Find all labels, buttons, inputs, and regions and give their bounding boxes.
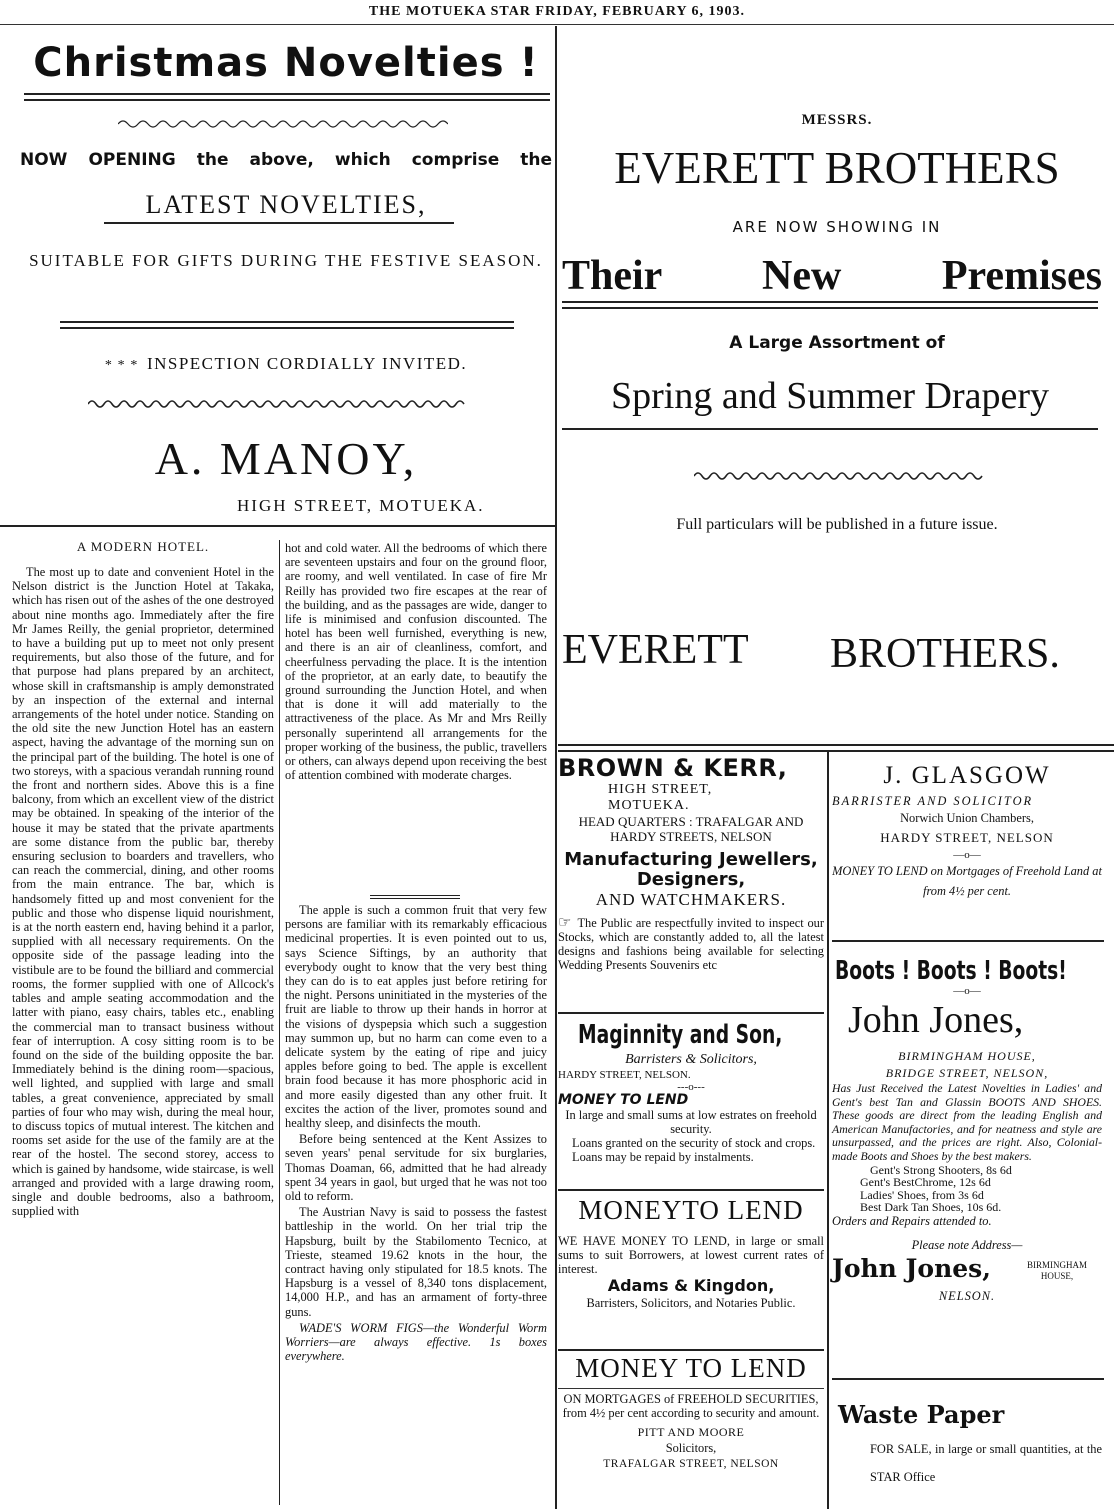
glasgow-title: BARRISTER AND SOLICITOR (832, 794, 1034, 808)
maginnity-advert (558, 1020, 824, 1164)
header-rule (0, 24, 1114, 25)
inspection-line (20, 354, 552, 374)
maginnity-body2: Loans granted on the security of stock and crops. (572, 1136, 816, 1150)
glasgow-money: MONEY TO LEND on Mortgages of Freehold Land at from 4½ per cent. (832, 864, 1102, 898)
hotel-article-col1 (12, 565, 274, 1505)
jones-note: Please note Address— (911, 1237, 1023, 1252)
apple-article-text: The apple is such a common fruit that very few persons are familiar with its remarkably efficacious medicinal properties. It is even pointed out to us, says Science Siftings, by an authority that everybody ought to know that the very best thing they can do is to eat apples just before retiring for the night. Persons uninitiated in the mysteries of the fruit are liable to throw up their hands in horror at the visions of dyspepsia which such a suggestion may summon up, but no harm can come even to a delicate system by the eating of ripe and juicy apples before going to bed. The apple is excellent brain food because it has more phosphoric acid in and more easily digested than any other fruit. It excites the action of the liver, promotes sound and healthy sleep, and disinfects the mouth. (285, 903, 547, 1131)
navy-article-text: The Austrian Navy is said to possess the fastest battleship in the world. On her trial trip the Hapsburg, built by the Stabilomento Tecnico, at Trieste, steamed 19.62 knots in the hour, the contract having only stipulated for 18.5 knots. The Hapsburg is a vessel of 8,340 tons displacement, 14,000 H.P., and has an armament of forty-three guns. (285, 1205, 547, 1319)
glasgow-chambers: Norwich Union Chambers, (900, 811, 1034, 825)
brown-kerr-body (558, 916, 824, 972)
adams-advert (558, 1195, 824, 1310)
maginnity-sep (558, 1189, 824, 1191)
manoy-name: A. MANOY, (154, 433, 418, 484)
pitt-body: ON MORTGAGES of FREEHOLD SECURITIES, from 4½ per cent according to security and amount. (562, 1392, 820, 1420)
maginnity-body1: In large and small sums at low estrates on freehold security. (565, 1108, 817, 1136)
latest-underline (104, 222, 454, 224)
pitt-title: Solicitors, (665, 1441, 717, 1455)
everett-headline: EVERETT BROTHERS (614, 143, 1060, 193)
pitt-advert (558, 1353, 824, 1472)
manoy-bottom-rule (0, 525, 555, 527)
jones-street: BRIDGE STREET, NELSON, (885, 1066, 1049, 1080)
doaman-article-text: Before being sentenced at the Kent Assizes to seven years' penal servitude for six burglaries, Thomas Doaman, 66, admitted that he had already spent 34 years in gaol, but urged that he was not too old to reform. (285, 1132, 547, 1204)
jones-divider: —o— (953, 985, 981, 997)
wavy-ornament-3 (694, 470, 984, 482)
jones-signature-house: BIRMINGHAM HOUSE, (1026, 1259, 1087, 1281)
maginnity-name: Maginnity and Son, (578, 1020, 783, 1050)
article-separator (370, 895, 460, 899)
boots-headline: Boots ! Boots ! Boots! (835, 956, 1067, 986)
hotel-article-col2 (285, 541, 547, 782)
premises-headline: Their New Premises (562, 253, 1102, 299)
jones-price-4: Best Dark Tan Shoes, 10s 6d. (860, 1200, 1002, 1215)
jones-advert (832, 956, 1102, 1304)
article-title: A MODERN HOTEL. (76, 539, 210, 554)
christmas-headline: Christmas Novelties ! (33, 40, 539, 86)
jones-price-2: Gent's BestChrome, 12s 6d (860, 1175, 991, 1190)
manoy-rule (24, 93, 550, 101)
jones-house: BIRMINGHAM HOUSE, (898, 1049, 1036, 1063)
wades-advert-text: WADE'S WORM FIGS—the Wonderful Worm Worriers—are always effective. 1s boxes everywhere. (285, 1320, 547, 1364)
jones-signature: John Jones, (832, 1253, 991, 1283)
adams-sep (558, 1349, 824, 1351)
everett-sign-1: EVERETT (562, 627, 749, 673)
latest-novelties: LATEST NOVELTIES, (145, 190, 427, 219)
adams-title: Barristers, Solicitors, and Notaries Public. (586, 1296, 796, 1310)
brown-kerr-hq: HEAD QUARTERS : TRAFALGAR AND HARDY STREETS, NELSON (578, 814, 804, 844)
manoy-rule-2 (60, 321, 514, 329)
showing-label: ARE NOW SHOWING IN (732, 218, 942, 236)
adams-name: Adams & Kingdon, (607, 1276, 775, 1295)
center-column-rule (555, 26, 557, 1509)
jones-sep (832, 1378, 1104, 1380)
suitable-text: SUITABLE FOR GIFTS DURING THE FESTIVE SEASON. (29, 251, 543, 270)
jones-signature-block (832, 1254, 1102, 1288)
pitt-name: PITT AND MOORE (637, 1425, 745, 1439)
manoy-address: HIGH STREET, MOTUEKA. (237, 496, 485, 515)
maginnity-title: Barristers & Solicitors, (625, 1052, 757, 1067)
everett-bottom-rule (558, 744, 1114, 752)
everett-sign-2: BROTHERS. (830, 631, 1060, 677)
manoy-advert (20, 40, 552, 86)
brown-kerr-addr2: MOTUEKA. (608, 798, 690, 813)
maginnity-money: MONEY TO LEND (558, 1092, 689, 1108)
brown-kerr-sep (558, 1012, 824, 1014)
brown-kerr-addr1: HIGH STREET, (608, 782, 713, 797)
brown-kerr-name: BROWN & KERR, (558, 754, 788, 782)
glasgow-sep (832, 940, 1104, 942)
article-column-rule (279, 540, 280, 1505)
now-opening-text: NOW OPENING the above, which comprise the (20, 150, 552, 170)
brown-kerr-advert (558, 754, 824, 972)
maginnity-body3: Loans may be repaid by instalments. (572, 1150, 754, 1164)
page-header: THE MOTUEKA STAR FRIDAY, FEBRUARY 6, 1903. (368, 4, 746, 19)
wavy-ornament (118, 118, 448, 130)
brown-kerr-trade: Manufacturing Jewellers, Designers, (564, 849, 818, 890)
pitt-street: TRAFALGAR STREET, NELSON (603, 1458, 779, 1470)
hotel-article-text-2: hot and cold water. All the bedrooms of which there are seventeen upstairs and four on the ground floor, are roomy, and well ventilated. In case of fire Mr Reilly has provided two fire escapes at the rear of the building, and as the passages are wide, danger to life is minimised and confusion discounted. The hotel has been well furnished, everything is new, and there is an air of cleanliness, comfort, and cheerfulness pervading the place. It is the intention of the proprietor, at an early date, to beautify the ground surrounding the Junction Hotel, and when that is done it will add materially to the attractiveness of the place. As Mr and Mrs Reilly personally superintend all arrangements for the proper working of the business, the public, travellers or others, can always depend upon receiving the best of attention combined with moderate charges. (285, 541, 547, 783)
jones-repairs: Orders and Repairs attended to. (832, 1213, 992, 1228)
jones-body: Has Just Received the Latest Novelties in Ladies' and Gent's best Tan and Glassin BOOTS AND SHOES. These goods are direct from the leading English and American Manufactories, and for neatness and style are unsurpassed, and the prices are right. Also, Colonial-made Boots and Shoes by the best makers. (832, 1081, 1102, 1163)
brown-kerr-body-text: The Public are respectfully invited to inspect our Stocks, which are constantly added to, all the latest designs and fashions being available for selecting Wedding Presents Souvenirs etc (558, 916, 824, 972)
adams-body: WE HAVE MONEY TO LEND, in large or small sums to suit Borrowers, at lowest current rates of interest. (558, 1234, 824, 1276)
waste-body: FOR SALE, in large or small quantities, at the STAR Office (870, 1442, 1102, 1484)
wavy-ornament-2 (88, 398, 468, 410)
glasgow-divider: —o— (953, 849, 981, 861)
drapery-headline: Spring and Summer Drapery (611, 375, 1049, 417)
particulars-text: Full particulars will be published in a future issue. (676, 516, 998, 533)
messrs-label: MESSRS. (801, 112, 873, 128)
maginnity-divider: ---o--- (677, 1081, 705, 1093)
pitt-headline: MONEY TO LEND (575, 1353, 807, 1383)
pitt-rule (558, 1388, 824, 1389)
apple-article (285, 903, 547, 1364)
hotel-article-text-1: The most up to date and convenient Hotel in the Nelson district is the Junction Hotel at Takaka, which has risen out of the ashes of the one destroyed about nine months ago. Immediately after the fire Mr James Reilly, the genial proprietor, determined to have a building put up to meet not only present requirements, but also those of the future, and for that purpose had plans prepared by an architect, whose skill in craftsmanship is amply demonstrated by an inspection of the external and internal arrangements of the hotel under notice. Standing on the old site the new Junction Hotel has an eastern aspect, having the advantage of the morning sun on the principal part of the building. The hotel is one of two storeys, with a spacious verandah running round the front and northern sides. Above this is a fine balcony, from which an excellent view of the district may be obtained. In speaking of the interior of the house it may be stated that the private apartments are some distance from the public bar, thereby ensuring seclusion to boarders and travellers, who can reach the commercial, dining, and other rooms from the main entrance. The bar, which is handsomely fitted up and most convenient for the public and those who dispense liquid nourishment, is at the north eastern end, having behind it a parlor, supplied with all necessary requirements. On the opposite side of the passage leading into the vistibule are to be found the billiard and commercial rooms, the former supplied with one of Allcock's tables and ample seating accommodation and the latter with piano, easy chairs, tables etc., enabling the commercial man to transact business without fear of interruption. A cosy sitting room is to be found on the side of the building opposite the bar. Immediately behind is the dining room—spacious, well lighted, and supplied with large and small tables, a great convenience, appreciated by small parties of four who may wish, during the meal hour, to discuss topics of mutual interest. The kitchen and rooms set aside for the use of the family are at the rear of the hostel. The second storey, access to which is gained by handsome, wide staircase, is well arranged and provided with a large drawing room, single and double bedrooms, also a bathroom, supplied with (12, 565, 274, 1219)
adams-headline: MONEYTO LEND (578, 1195, 804, 1225)
brown-kerr-trade2: AND WATCHMAKERS. (595, 890, 787, 909)
drapery-rule (562, 428, 1098, 430)
maginnity-street: HARDY STREET, NELSON. (558, 1069, 691, 1081)
premises-rule (562, 301, 1098, 309)
jones-price-3: Ladies' Shoes, from 3s 6d (860, 1187, 984, 1202)
right-subcolumn-rule (827, 750, 829, 1509)
pointing-hand-icon: ☞ (558, 915, 572, 931)
jones-town: NELSON. (938, 1288, 996, 1303)
jones-name: John Jones, (848, 999, 1024, 1041)
glasgow-street: HARDY STREET, NELSON (880, 830, 1054, 845)
waste-paper-advert (832, 1400, 1102, 1491)
assortment-label: A Large Assortment of (729, 333, 945, 353)
glasgow-name: J. GLASGOW (883, 762, 1051, 789)
inspection-text: INSPECTION CORDIALLY INVITED. (146, 354, 468, 373)
asterism-icon: * * * (104, 358, 139, 373)
jones-price-1: Gent's Strong Shooters, 8s 6d (870, 1162, 1012, 1177)
waste-headline: Waste Paper (838, 1400, 1005, 1429)
glasgow-advert (832, 762, 1102, 901)
